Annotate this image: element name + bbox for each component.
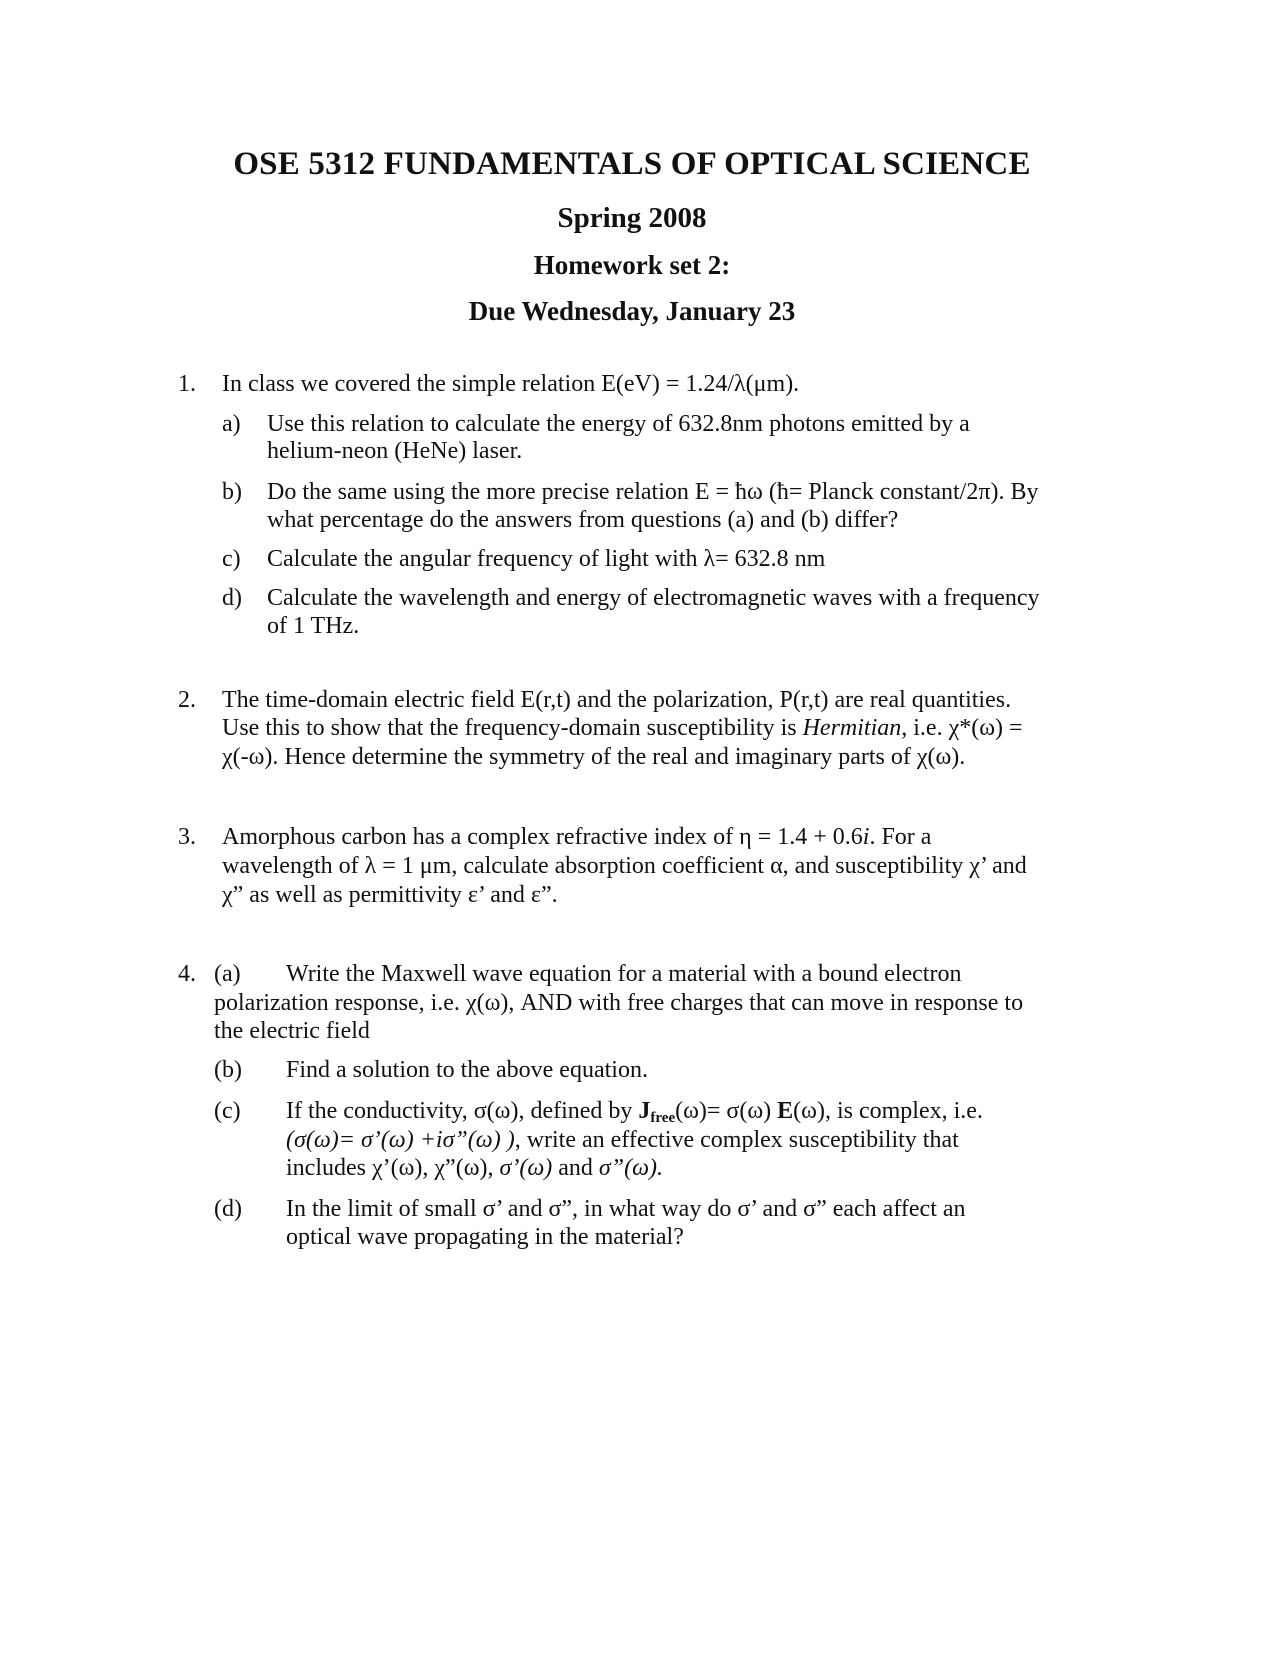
- part-text: what percentage do the answers from questions (a) and (b) differ?: [267, 507, 899, 533]
- text-run: includes χ’(ω), χ”(ω),: [286, 1155, 500, 1181]
- part-text: Write the Maxwell wave equation for a material with a bound electron: [286, 961, 962, 987]
- term: Spring 2008: [557, 202, 707, 234]
- part-label: c): [222, 546, 241, 572]
- text-run: Amorphous carbon has a complex refractive index of η = 1.4 + 0.6: [222, 824, 863, 850]
- question-number: 3.: [178, 824, 196, 850]
- emphasis: (σ(ω)= σ’(ω) +iσ”(ω) ): [286, 1127, 515, 1153]
- text-run: If the conductivity, σ(ω), defined by: [286, 1098, 639, 1124]
- part-label: (b): [214, 1057, 242, 1083]
- part-text: [286, 1126, 959, 1155]
- text-run: . For a: [869, 824, 932, 850]
- question-text: [222, 714, 1023, 743]
- part-text: Calculate the wavelength and energy of electromagnetic waves with a frequency: [267, 585, 1040, 611]
- field-symbol: E: [777, 1098, 794, 1124]
- question-number: 4.: [178, 961, 196, 987]
- course-title: OSE 5312 FUNDAMENTALS OF OPTICAL SCIENCE: [233, 146, 1031, 182]
- part-label: b): [222, 479, 242, 505]
- question-number: 2.: [178, 687, 196, 713]
- part-label: d): [222, 585, 242, 611]
- emphasis: i: [862, 824, 870, 850]
- text-run: (ω), is complex, i.e.: [793, 1098, 983, 1124]
- part-label: (a): [214, 961, 241, 987]
- part-text: polarization response, i.e. χ(ω), AND with free charges that can move in response to: [214, 990, 1024, 1016]
- emphasis: Hermitian: [802, 715, 902, 741]
- part-label: a): [222, 411, 241, 437]
- question-text: wavelength of λ = 1 μm, calculate absorption coefficient α, and susceptibility χ’ and: [222, 853, 1027, 879]
- part-text: Find a solution to the above equation.: [286, 1057, 648, 1083]
- part-text: Do the same using the more precise relation E = ħω (ħ= Planck constant/2π). By: [267, 479, 1039, 505]
- part-text: Use this relation to calculate the energy of 632.8nm photons emitted by a: [267, 411, 970, 437]
- emphasis: σ’(ω): [499, 1155, 553, 1181]
- part-text: optical wave propagating in the material?: [286, 1224, 684, 1250]
- subscript: free: [650, 1110, 676, 1126]
- part-text: of 1 THz.: [267, 613, 360, 639]
- text-run: , i.e. χ*(ω) =: [901, 715, 1023, 741]
- current-density-symbol: J: [638, 1098, 651, 1124]
- due-date: Due Wednesday, January 23: [468, 296, 796, 326]
- part-label: (d): [214, 1196, 242, 1222]
- part-text: In the limit of small σ’ and σ”, in what way do σ’ and σ” each affect an: [286, 1196, 966, 1222]
- question-text: χ(-ω). Hence determine the symmetry of the real and imaginary parts of χ(ω).: [222, 744, 966, 770]
- text-run: (ω)= σ(ω): [675, 1098, 778, 1124]
- assignment-title: Homework set 2:: [533, 250, 731, 280]
- part-text: Calculate the angular frequency of light with λ= 632.8 nm: [267, 546, 826, 572]
- part-text: the electric field: [214, 1018, 370, 1044]
- question-text: χ” as well as permittivity ε’ and ε”.: [222, 882, 558, 908]
- part-text: [286, 1154, 663, 1183]
- text-run: and: [552, 1155, 599, 1181]
- question-number: 1.: [178, 371, 196, 397]
- text-run: Use this to show that the frequency-domain susceptibility is: [222, 715, 803, 741]
- emphasis: σ”(ω).: [598, 1155, 664, 1181]
- part-label: (c): [214, 1098, 241, 1124]
- question-text: In class we covered the simple relation E(eV) = 1.24/λ(μm).: [222, 371, 800, 397]
- question-text: [222, 823, 931, 852]
- text-run: , write an effective complex susceptibility that: [514, 1127, 959, 1153]
- question-text: The time-domain electric field E(r,t) and the polarization, P(r,t) are real quantities.: [222, 687, 1012, 713]
- part-text: helium-neon (HeNe) laser.: [267, 438, 523, 464]
